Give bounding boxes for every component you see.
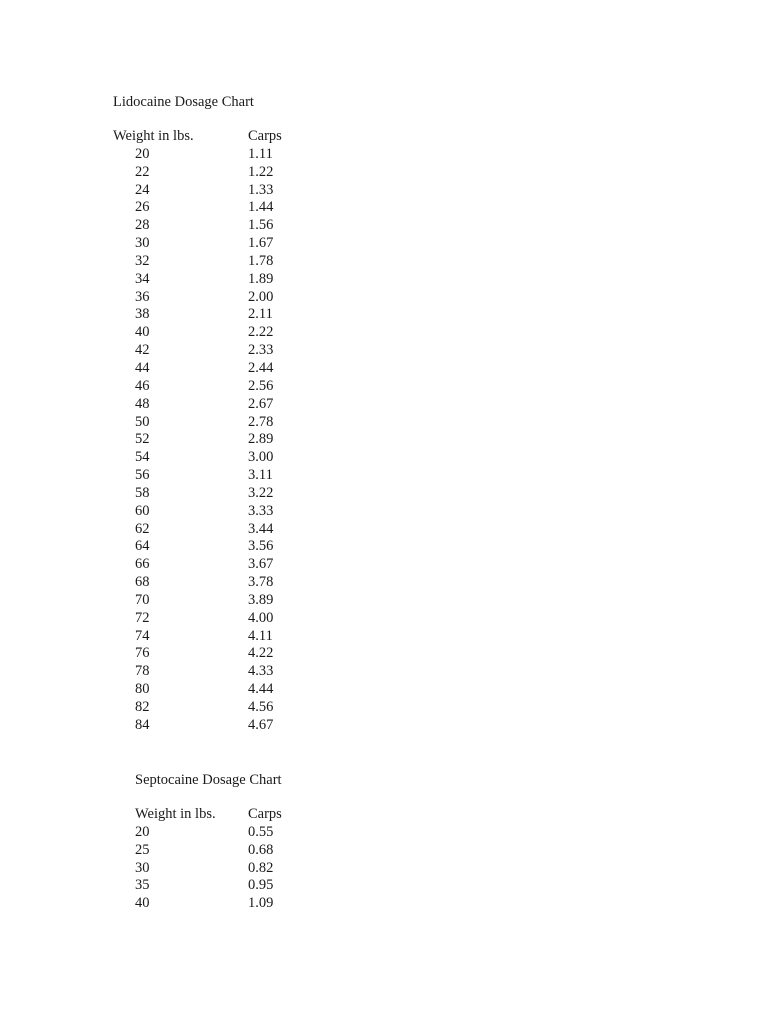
weight-cell: 80 — [135, 681, 150, 698]
carps-cell: 2.00 — [248, 288, 274, 305]
septocaine-weight-header: Weight in lbs. — [135, 806, 216, 822]
lidocaine-weight-header: Weight in lbs. — [113, 128, 194, 144]
septocaine-chart-title: Septocaine Dosage Chart — [135, 772, 282, 788]
carps-cell: 3.89 — [248, 591, 274, 608]
weight-cell: 20 — [135, 823, 150, 840]
carps-cell: 3.11 — [248, 467, 273, 484]
weight-cell: 72 — [135, 609, 150, 626]
weight-cell: 40 — [135, 324, 150, 341]
carps-cell: 2.89 — [248, 431, 274, 448]
weight-cell: 26 — [135, 199, 150, 216]
weight-cell: 32 — [135, 252, 150, 269]
weight-cell: 22 — [135, 163, 150, 180]
carps-cell: 4.22 — [248, 645, 274, 662]
carps-cell: 0.55 — [248, 823, 274, 840]
weight-cell: 50 — [135, 413, 150, 430]
weight-cell: 30 — [135, 235, 150, 252]
carps-cell: 0.82 — [248, 859, 274, 876]
carps-cell: 1.89 — [248, 270, 274, 287]
carps-cell: 2.33 — [248, 342, 274, 359]
weight-cell: 58 — [135, 484, 150, 501]
carps-cell: 2.67 — [248, 395, 274, 412]
weight-cell: 24 — [135, 181, 150, 198]
lidocaine-carps-header: Carps — [248, 128, 282, 144]
weight-cell: 74 — [135, 627, 150, 644]
carps-cell: 1.22 — [248, 163, 274, 180]
carps-cell: 3.44 — [248, 520, 274, 537]
weight-cell: 38 — [135, 306, 150, 323]
weight-cell: 46 — [135, 377, 150, 394]
weight-cell: 78 — [135, 663, 150, 680]
septocaine-carps-header: Carps — [248, 806, 282, 822]
weight-cell: 28 — [135, 217, 150, 234]
weight-cell: 62 — [135, 520, 150, 537]
weight-cell: 84 — [135, 716, 150, 733]
carps-cell: 1.67 — [248, 235, 274, 252]
carps-cell: 3.00 — [248, 449, 274, 466]
weight-cell: 36 — [135, 288, 150, 305]
weight-cell: 20 — [135, 145, 150, 162]
weight-cell: 66 — [135, 556, 150, 573]
weight-cell: 54 — [135, 449, 150, 466]
carps-cell: 2.22 — [248, 324, 274, 341]
weight-cell: 44 — [135, 359, 150, 376]
weight-cell: 60 — [135, 502, 150, 519]
carps-cell: 4.56 — [248, 699, 274, 715]
carps-cell: 1.78 — [248, 252, 274, 269]
carps-cell: 2.11 — [248, 306, 273, 323]
weight-cell: 30 — [135, 859, 150, 876]
weight-cell: 68 — [135, 574, 150, 591]
carps-cell: 4.67 — [248, 716, 274, 733]
weight-cell: 52 — [135, 431, 150, 448]
carps-cell: 0.95 — [248, 877, 274, 894]
carps-cell: 3.22 — [248, 484, 274, 501]
weight-cell: 82 — [135, 699, 150, 715]
carps-cell: 1.09 — [248, 895, 274, 912]
carps-cell: 1.56 — [248, 217, 274, 234]
weight-cell: 42 — [135, 342, 150, 359]
weight-cell: 76 — [135, 645, 150, 662]
lidocaine-chart-title: Lidocaine Dosage Chart — [113, 94, 254, 110]
carps-cell: 3.67 — [248, 556, 274, 573]
weight-cell: 34 — [135, 270, 150, 287]
carps-cell: 1.44 — [248, 199, 274, 216]
carps-cell: 3.78 — [248, 574, 274, 591]
weight-cell: 64 — [135, 538, 150, 555]
carps-cell: 1.11 — [248, 145, 273, 162]
carps-cell: 3.56 — [248, 538, 274, 555]
carps-cell: 2.78 — [248, 413, 274, 430]
carps-cell: 4.33 — [248, 663, 274, 680]
carps-cell: 4.44 — [248, 681, 274, 698]
carps-cell: 0.68 — [248, 841, 274, 858]
carps-cell: 2.44 — [248, 359, 274, 376]
carps-cell: 4.11 — [248, 627, 273, 644]
weight-cell: 35 — [135, 877, 150, 894]
carps-cell: 3.33 — [248, 502, 274, 519]
carps-cell: 4.00 — [248, 609, 274, 626]
weight-cell: 56 — [135, 467, 150, 484]
weight-cell: 25 — [135, 841, 150, 858]
carps-cell: 2.56 — [248, 377, 274, 394]
carps-cell: 1.33 — [248, 181, 274, 198]
weight-cell: 70 — [135, 591, 150, 608]
weight-cell: 48 — [135, 395, 150, 412]
weight-cell: 40 — [135, 895, 150, 912]
